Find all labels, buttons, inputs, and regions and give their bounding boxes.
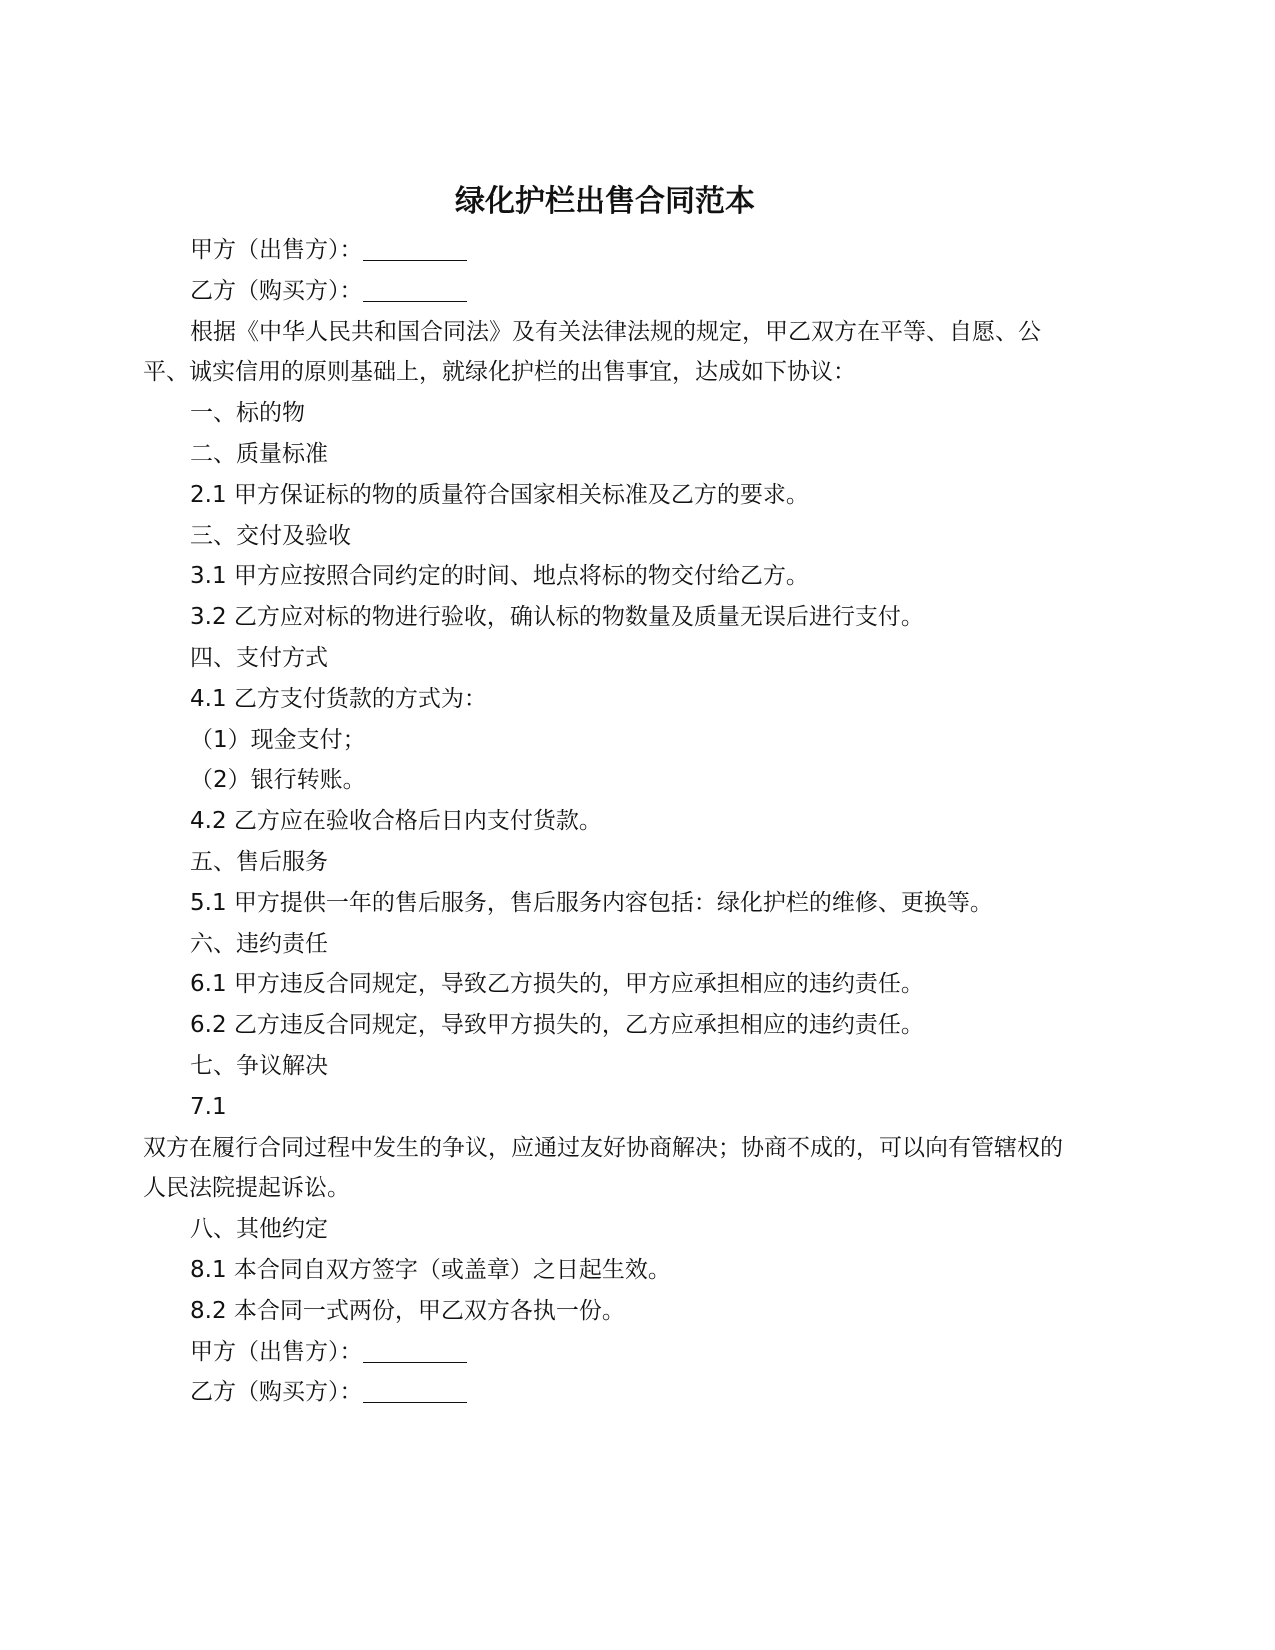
party-a-label: 甲方（出售方）： bbox=[190, 1338, 363, 1365]
party-b-signature-blank[interactable] bbox=[363, 1379, 467, 1403]
signature-party-a bbox=[143, 1332, 1073, 1373]
clause: 2.1 甲方保证标的物的质量符合国家相关标准及乙方的要求。 bbox=[190, 481, 809, 508]
signature-party-b bbox=[143, 1372, 1073, 1413]
party-b-label: 乙方（购买方）： bbox=[190, 277, 363, 304]
party-a-blank[interactable] bbox=[363, 237, 467, 261]
clause: 五、售后服务 bbox=[190, 848, 328, 875]
clause: 二、质量标准 bbox=[190, 440, 328, 467]
clause: 七、争议解决 bbox=[190, 1052, 328, 1079]
clause: 3.1 甲方应按照合同约定的时间、地点将标的物交付给乙方。 bbox=[190, 563, 809, 590]
clause: 3.2 乙方应对标的物进行验收，确认标的物数量及质量无误后进行支付。 bbox=[190, 604, 924, 631]
party-b-line bbox=[143, 271, 1073, 312]
clause: 5.1 甲方提供一年的售后服务，售后服务内容包括：绿化护栏的维修、更换等。 bbox=[190, 889, 993, 916]
clause: 六、违约责任 bbox=[190, 930, 328, 957]
clause: 一、标的物 bbox=[190, 400, 305, 427]
party-a-label: 甲方（出售方）： bbox=[190, 237, 363, 263]
clause: 八、其他约定 bbox=[190, 1216, 328, 1243]
preamble: 根据《中华人民共和国合同法》及有关法律法规的规定，甲乙双方在平等、自愿、公平、诚实信用的原则基础上，就绿化护栏的出售事宜，达成如下协议： bbox=[143, 318, 1041, 386]
clause: 4.2 乙方应在验收合格后日内支付货款。 bbox=[190, 808, 602, 835]
party-a-signature-blank[interactable] bbox=[363, 1339, 467, 1363]
clause: 8.2 本合同一式两份，甲乙双方各执一份。 bbox=[190, 1297, 625, 1324]
party-a-line bbox=[143, 230, 1073, 271]
clause: 4.1 乙方支付货款的方式为： bbox=[190, 685, 487, 712]
clause: 6.2 乙方违反合同规定，导致甲方损失的，乙方应承担相应的违约责任。 bbox=[190, 1012, 924, 1039]
party-b-blank[interactable] bbox=[363, 278, 467, 302]
clause: 7.1 bbox=[190, 1093, 227, 1120]
clause: 四、支付方式 bbox=[190, 644, 328, 671]
clause: （2）银行转账。 bbox=[190, 767, 366, 794]
dispute-clause: 双方在履行合同过程中发生的争议，应通过友好协商解决；协商不成的，可以向有管辖权的人民法院提起诉讼。 bbox=[143, 1134, 1063, 1202]
clause: 6.1 甲方违反合同规定，导致乙方损失的，甲方应承担相应的违约责任。 bbox=[190, 971, 924, 998]
document-body bbox=[143, 230, 1073, 1413]
clause: 8.1 本合同自双方签字（或盖章）之日起生效。 bbox=[190, 1256, 671, 1283]
party-b-label: 乙方（购买方）： bbox=[190, 1379, 363, 1406]
clause: （1）现金支付； bbox=[190, 726, 366, 753]
clause: 三、交付及验收 bbox=[190, 522, 351, 549]
document-title: 绿化护栏出售合同范本 bbox=[455, 184, 755, 219]
